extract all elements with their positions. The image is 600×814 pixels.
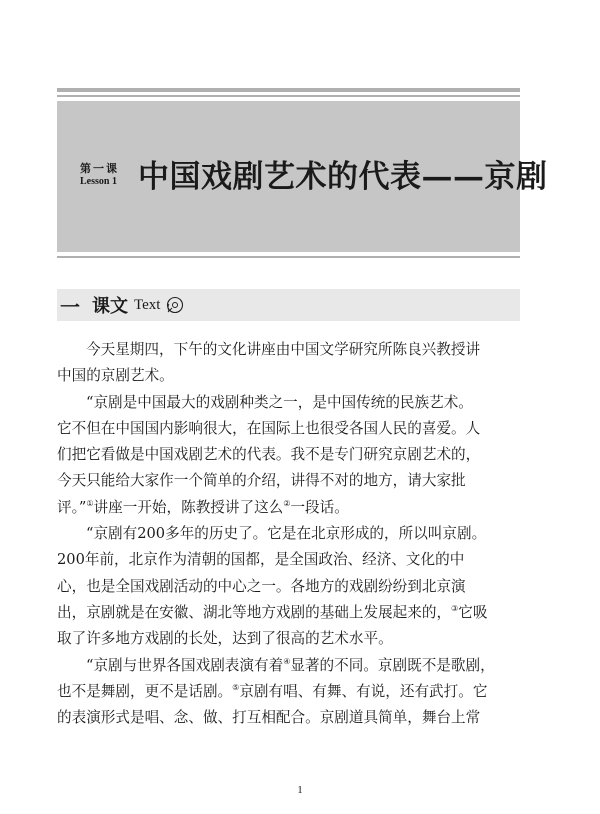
text-segment: 们把它看做是中国戏剧艺术的代表。我不是专门研究京剧艺术的， <box>57 446 481 464</box>
top-rule-thin <box>57 95 520 97</box>
text-line <box>57 653 527 679</box>
text-segment: 200年前，北京作为清朝的国都，是全国政治、经济、文化的中 <box>57 551 465 569</box>
text-segment: 它吸 <box>458 603 488 621</box>
text-segment: “京剧是中国最大的戏剧种类之一，是中国传统的民族艺术。 <box>86 393 473 411</box>
text-segment: 评。” <box>57 498 87 516</box>
lesson-number-en: Lesson 1 <box>80 176 117 187</box>
text-segment: “京剧与世界各国戏剧表演有着 <box>86 656 284 674</box>
text-line <box>57 363 527 389</box>
text-segment: 显著的不同。京剧既不是歌剧， <box>290 656 495 674</box>
text-segment: 取了许多地方戏剧的长处，达到了很高的艺术水平。 <box>57 630 393 648</box>
text-line <box>57 442 527 468</box>
footnote-marker: ① <box>86 498 94 508</box>
footnote-marker: ④ <box>283 656 291 666</box>
text-line <box>57 626 527 652</box>
text-segment: 今天星期四，下午的文化讲座由中国文学研究所陈良兴教授讲 <box>86 341 481 358</box>
text-line <box>57 521 527 547</box>
text-line <box>57 495 527 521</box>
text-segment: 也不是舞剧，更不是话剧。 <box>57 682 233 700</box>
section-title-en: Text <box>134 296 161 313</box>
text-segment: 一段话。 <box>290 498 349 516</box>
top-rule-thick <box>57 88 520 92</box>
text-line <box>57 390 527 416</box>
lesson-text <box>57 337 527 731</box>
section-title-cn: 课文 <box>92 296 128 317</box>
text-segment: 中国的京剧艺术。 <box>57 367 174 385</box>
text-line <box>57 416 527 442</box>
lesson-number-cn: 第一课 <box>80 162 119 175</box>
text-segment: 今天只能给大家作一个简单的介绍，讲得不对的地方，请大家批 <box>57 472 466 490</box>
lesson-title: 中国戏剧艺术的代表——京剧 <box>138 159 548 195</box>
text-line <box>57 547 527 573</box>
text-segment: 它不但在中国国内影响很大，在国际上也很受各国人民的喜爱。人 <box>57 419 481 437</box>
text-line <box>57 679 527 705</box>
text-segment: 心，也是全国戏剧活动的中心之一。各地方的戏剧纷纷到北京演 <box>57 577 466 595</box>
text-segment: “京剧有200多年的历史了。它是在北京形成的，所以叫京剧。 <box>86 525 487 543</box>
section-number: 一 <box>60 294 80 319</box>
audio-cd-icon[interactable] <box>165 295 185 315</box>
lesson-number <box>80 162 130 188</box>
text-segment: 出，京剧就是在安徽、湖北等地方戏剧的基础上发展起来的， <box>57 603 452 621</box>
footnote-marker: ② <box>283 498 291 508</box>
text-segment: 京剧有唱、有舞、有说，还有武打。它 <box>239 682 488 700</box>
text-line <box>57 574 527 600</box>
text-line <box>57 600 527 626</box>
text-segment: 的表演形式是唱、念、做、打互相配合。京剧道具简单，舞台上常 <box>57 709 481 727</box>
text-line <box>57 468 527 494</box>
text-segment: 讲座一开始，陈教授讲了这么 <box>93 498 284 516</box>
section-heading <box>60 294 185 319</box>
footnote-marker: ⑤ <box>232 682 240 692</box>
text-line <box>57 705 527 731</box>
text-line <box>57 337 527 363</box>
bottom-rule-thin <box>57 256 520 258</box>
page-number: 1 <box>297 784 303 796</box>
footnote-marker: ③ <box>451 603 459 613</box>
